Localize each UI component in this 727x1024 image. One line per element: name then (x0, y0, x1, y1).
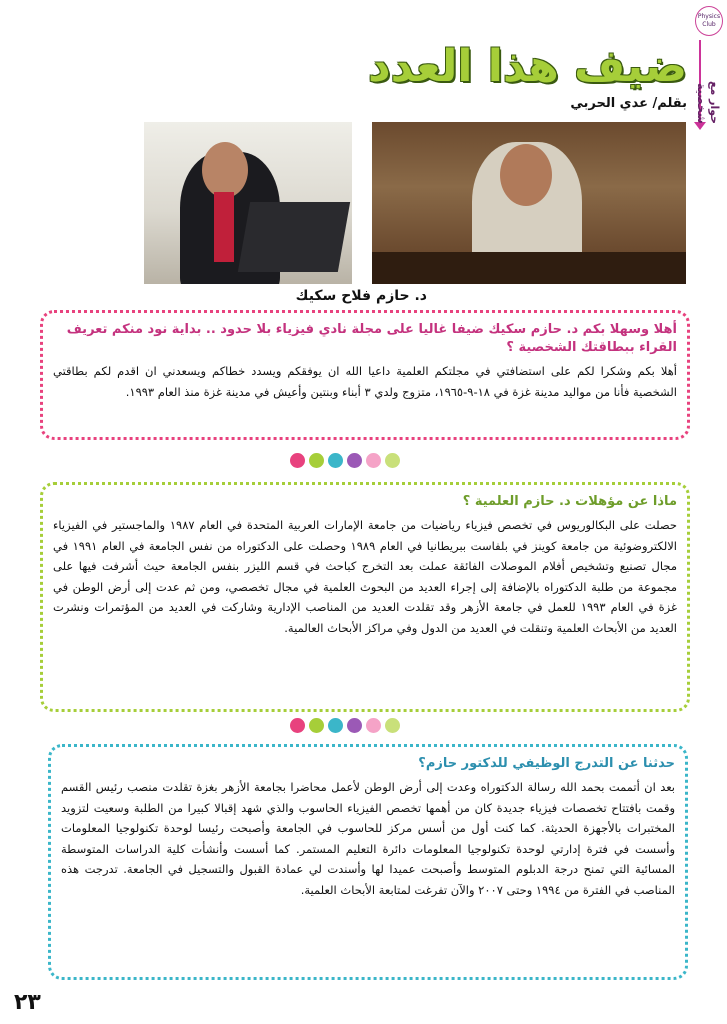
question-2: ماذا عن مؤهلات د. حازم العلمية ؟ (462, 494, 677, 509)
interview-box-1 (40, 310, 690, 440)
dot (309, 453, 324, 468)
section-label: حوار مع شخصية (695, 80, 721, 124)
photo-laptop (144, 122, 352, 284)
interview-box-2 (40, 482, 690, 712)
dot (290, 453, 305, 468)
answer-2: حصلت على البكالوريوس في تخصص فيزياء رياضيات من جامعة الإمارات العربية المتحدة في العام ١٩٨٧ والماجستير في الفيزياء الالكتروضوئية من جامعة كوينز في بلفاست ببريطانيا في العام ١٩٨٩ وحصلت على الدكتوراه من نفس الجامعة في العام ١٩٩١ في مجال تصنيع وتشخيص أفلام الموصلات الفائقة عملت بعد التخرج كباحث في قسم الليزر بنفس الجامعة حيث أشرفت فيها على مجموعة من طلبة الدكتوراه بالإضافة إلى إجراء العديد من البحوث العلمية في مجال تخصصي، ومن ثم عدت إلى أرض الوطن في غزة في العام ١٩٩٣ للعمل في جامعة الأزهر وقد تقلدت العديد من المناصب الإدارية وشاركت في العديد من المؤتمرات ونشرت العديد من الأبحاث العلمية وتنقلت في العديد من الدول وفي مراكز الأبحاث العالمية. (53, 518, 677, 635)
dots-divider-1 (290, 453, 400, 469)
dot (385, 718, 400, 733)
dot (366, 718, 381, 733)
dots-divider-2 (290, 718, 400, 734)
byline: بقلم/ عدي الحربي (570, 96, 687, 111)
interview-box-3 (48, 744, 688, 980)
person-head (202, 142, 248, 198)
dot (385, 453, 400, 468)
photo-portrait (372, 122, 686, 284)
question-1: أهلا وسهلا بكم د. حازم سكيك ضيفا غاليا على مجلة نادي فيزياء بلا حدود .. بداية نود منكم تعريف القراء ببطاقتك الشخصية ؟ (66, 322, 677, 355)
physics-club-logo: Physics Club (695, 6, 723, 36)
desk (372, 252, 686, 284)
dot (309, 718, 324, 733)
person-head (500, 144, 552, 206)
dot (290, 718, 305, 733)
dot (328, 718, 343, 733)
dot (347, 453, 362, 468)
photo-caption: د. حازم فلاح سكيك (295, 288, 427, 304)
shirt (214, 192, 234, 262)
side-strip (693, 0, 727, 130)
answer-3: بعد ان أتممت بحمد الله رسالة الدكتوراه وعدت إلى أرض الوطن لأعمل محاضرا بجامعة الأزهر بغزة تقلدت منصب رئيس القسم وقمت بافتتاح تخصصات فيزياء جديدة كان من أهمها تخصص الفيزياء الحاسوب والذي شهد إقبالا كبيرا من الطلبة وسعيت لتزويد المختبرات بالأجهزة الحديثة. كما كنت أول من أسس مركز للحاسوب في الجامعة وأصبحت رئيسا لوحدة تكنولوجيا المعلومات وأسست في فترة إدارتي لوحدة تكنولوجيا المعلومات دائرة التعليم المستمر. كما أسست وأنشأت كلية الدراسات المتوسطة المسائية التي تمنح درجة الدبلوم المتوسط وأصبحت عميدا لها وأسندت لي عمادة القبول والتسجيل في الجامعة. تدرجت هذه المناصب في الفترة من ١٩٩٤ وحتى ٢٠٠٧ والآن تفرغت لمتابعة الأبحاث العلمية. (61, 780, 675, 897)
dot (366, 453, 381, 468)
dot (328, 453, 343, 468)
answer-1: أهلا بكم وشكرا لكم على استضافتي في مجلتكم العلمية داعيا الله ان يوفقكم ويسدد خطاكم ويسعدني ان اقدم لكم بطاقتي الشخصية فأنا من مواليد مدينة غزة في ١٨-٩-١٩٦٥، متزوج ولدي ٣ أبناء وبنتين وأعيش في مدينة غزة منذ العام ١٩٩٣. (53, 364, 677, 399)
question-3: حدثنا عن التدرج الوظيفي للدكتور حازم؟ (418, 756, 675, 771)
page-number: ٢٣ (14, 990, 41, 1015)
dot (347, 718, 362, 733)
laptop (238, 202, 350, 272)
page-title: ضيف هذا العدد (368, 41, 687, 92)
